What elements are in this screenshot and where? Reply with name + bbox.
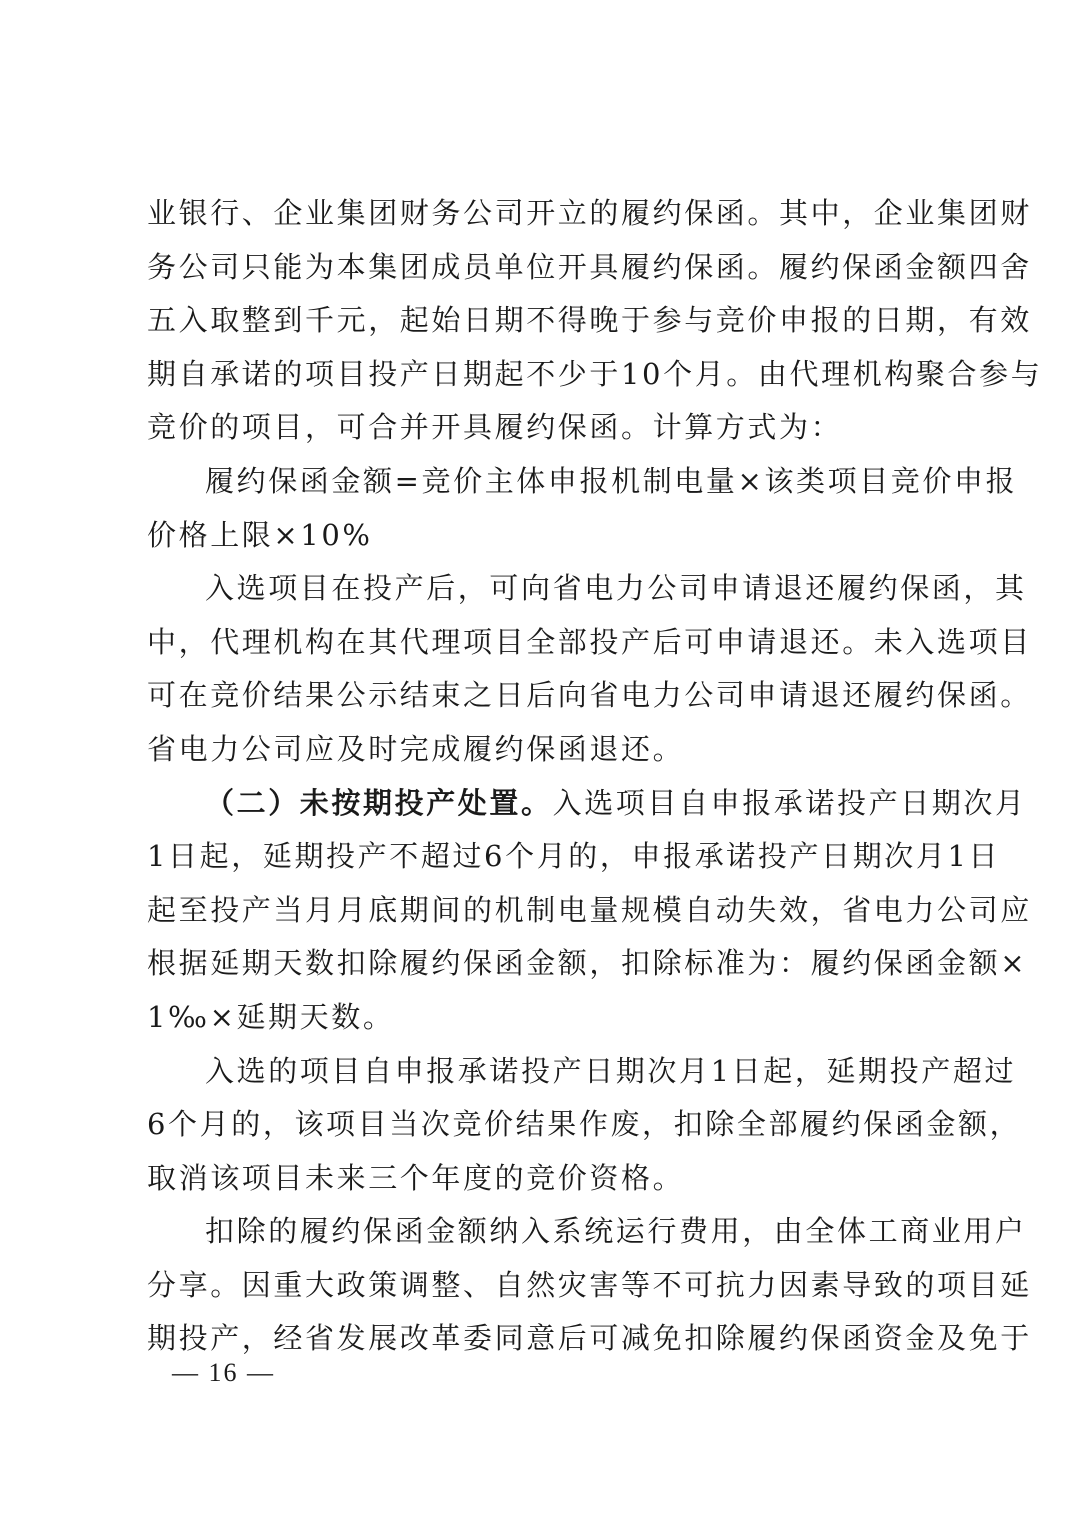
text-line: 起至投产当月月底期间的机制电量规模自动失效，省电力公司应 [147,892,1032,927]
paragraph-formula [147,455,1018,562]
text-line: 业银行、企业集团财务公司开立的履约保函。其中，企业集团财 [147,196,1032,230]
text-line: 竞价的项目，可合并开具履约保函。计算方式为： [147,410,843,445]
text-line: 入选项目在投产后，可向省电力公司申请退还履约保函，其 [205,571,1027,606]
body-text [147,187,1043,1366]
text-line: 省电力公司应及时完成履约保函退还。 [147,731,685,766]
text-line [147,777,1027,831]
text-line: 可在竞价结果公示结束之日后向省电力公司申请退还履约保函。 [147,678,1032,713]
paragraph-guarantee-issuers [147,187,1043,455]
text-line: 扣除的履约保函金额纳入系统运行费用，由全体工商业用户 [205,1214,1027,1249]
paragraph-delayed-production [147,777,1032,1045]
text-line: 履约保函金额=竞价主体申报机制电量×该类项目竞价申报 [205,463,1018,498]
text-line: 期投产，经省发展改革委同意后可减免扣除履约保函资金及免于 [147,1321,1032,1356]
text-line: 根据延期天数扣除履约保函金额，扣除标准为：履约保函金额× [147,946,1028,981]
text-line: 入选的项目自申报承诺投产日期次月1日起，延期投产超过 [205,1053,1017,1088]
section-heading: （二）未按期投产处置。 [205,785,553,820]
text-line: 五入取整到千元，起始日期不得晚于参与竞价申报的日期，有效 [147,303,1032,338]
text-line: 期自承诺的项目投产日期起不少于10个月。由代理机构聚合参与 [147,356,1043,391]
paragraph-guarantee-refund [147,562,1032,776]
text-line: 1日起，延期投产不超过6个月的，申报承诺投产日期次月1日 [147,839,1001,874]
text-line: 取消该项目未来三个年度的竞价资格。 [147,1160,685,1195]
page-number: — 16 — [172,1358,275,1387]
text-line: 价格上限×10% [147,517,373,552]
text-line: 中，代理机构在其代理项目全部投产后可申请退还。未入选项目 [147,624,1032,659]
text-span: 入选项目自申报承诺投产日期次月 [552,785,1027,820]
text-line: 6个月的，该项目当次竞价结果作废，扣除全部履约保函金额， [147,1107,1022,1142]
paragraph-over-six-months [147,1045,1022,1206]
text-line: 分享。因重大政策调整、自然灾害等不可抗力因素导致的项目延 [147,1267,1032,1302]
text-line: 1‰×延期天数。 [147,999,395,1034]
paragraph-deducted-funds [147,1205,1032,1366]
text-line: 务公司只能为本集团成员单位开具履约保函。履约保函金额四舍 [147,249,1032,284]
